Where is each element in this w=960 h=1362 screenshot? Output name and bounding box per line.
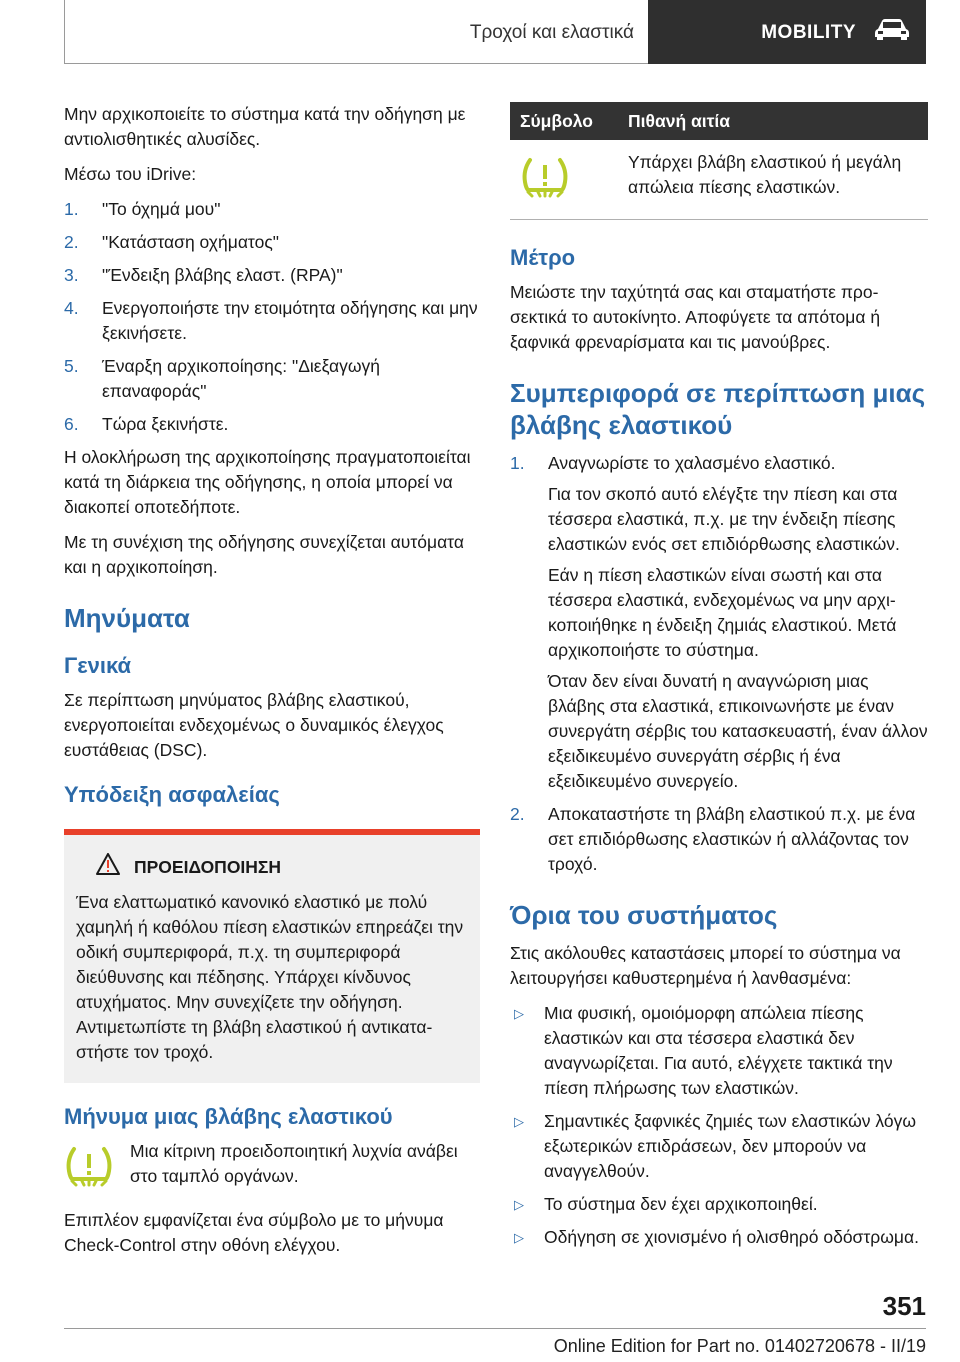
list-item: 6. Τώρα ξεκινήστε. [64, 414, 229, 434]
warning-text: Ένα ελαττωματικό κανονικό ελαστικό με πολύ χαμηλή ή καθόλου πίεση ελαστικών επηρεάζει την οδική συμπεριφορά, π.χ. τη συμπεριφορά διεύθυνσης και πέδησης. Υπάρχει κίνδυνος ατυχήματος. Μην συνεχίζετε την οδήγηση. Αντιμετωπίστε τη βλάβη ελαστικού ή αντικαταστήστε τον τροχό. [76, 892, 464, 1062]
cause-cell: Υπάρχει βλάβη ελαστικού ή μεγάλη απώλεια πίεσης ελαστικών. [618, 140, 928, 220]
limits-list [510, 1001, 928, 1250]
limits-paragraph: Στις ακόλουθες καταστάσεις μπορεί το σύστημα να λειτουργήσει καθυστερημένα ή λανθασμένα: [510, 943, 901, 988]
left-column [64, 102, 480, 1268]
tire-pressure-warning-icon [520, 182, 570, 202]
brand-tab[interactable] [648, 0, 926, 64]
car-icon [872, 17, 912, 48]
yellow-light-paragraph: Μια κίτρινη προειδοποιητική λυχνία ανάβει στο ταμπλό οργάνων. [130, 1141, 458, 1186]
behaviour-heading: Συμπεριφορά σε περίπτωση μιας βλάβης ελαστικού [510, 378, 926, 440]
messages-heading: Μηνύματα [64, 603, 190, 633]
warning-triangle-icon [96, 853, 120, 882]
list-item: ▷ Το σύστημα δεν έχει αρχικοποιηθεί. [510, 1192, 928, 1217]
step1-init-paragraph: Εάν η πίεση ελαστικών είναι σωστή και στα τέσσερα ελαστικά, ενδεχομένως να μην αρχικοποιήθηκε η ένδειξη ζημιάς ελαστικού. Μετά αρχικοποιήστε το σύστημα. [548, 565, 897, 660]
init-steps-list [64, 197, 480, 437]
measure-heading: Μέτρο [510, 245, 576, 270]
triangle-bullet-icon: ▷ [514, 1197, 524, 1212]
idrive-paragraph: Μέσω του iDrive: [64, 164, 197, 184]
chapter-title: Τροχοί και ελαστικά [469, 21, 634, 43]
page-number: 351 [882, 1291, 926, 1321]
intro-paragraph: Μην αρχικοποιείτε το σύστημα κατά την οδήγηση με αντιολισθητικές αλυσίδες. [64, 104, 466, 149]
step1-title: Αναγνωρίστε το χαλασμένο ελαστικό. [548, 453, 836, 473]
triangle-bullet-icon: ▷ [514, 1114, 524, 1129]
general-heading: Γενικά [64, 653, 132, 678]
fault-message-heading: Μήνυμα μιας βλάβης ελαστικού [64, 1104, 393, 1129]
list-item: 2. Αποκαταστήστε τη βλάβη ελαστικού π.χ. με ένα σετ επιδιόρθωσης ελαστικών ή αλλάζοντας τον τροχό. [510, 804, 916, 874]
list-item: ▷ Μια φυσική, ομοιόμορφη απώλεια πίεσης ελαστικών και στα τέσσερα ελαστικά δεν αναγνωρίζεται. Για αυτό, ελέγχετε τακτικά την πίεση πλήρωσης των ελαστικών. [510, 1001, 928, 1101]
cause-column-header: Πιθανή αιτία [618, 102, 928, 140]
symbol-column-header: Σύμβολο [510, 102, 618, 140]
triangle-bullet-icon: ▷ [514, 1230, 524, 1245]
warning-header [96, 853, 466, 882]
step1-check-paragraph: Για τον σκοπό αυτό ελέγξτε την πίεση και στα τέσσερα ελαστικά, π.χ. με την ένδειξη πίεσης ελαστικών ενός σετ επιδιόρθωσης ελαστικών. [548, 484, 900, 554]
general-paragraph: Σε περίπτωση μηνύματος βλάβης ελαστικού, ενεργοποιείται ενδεχομένως ο δυναμικός έλεγχος ευστάθειας (DSC). [64, 690, 444, 760]
limits-heading: Όρια του συστήματος [510, 900, 778, 930]
behaviour-steps-list [510, 451, 928, 877]
indicator-row [64, 1139, 480, 1194]
warning-box [64, 829, 480, 1083]
symbol-cell [510, 140, 618, 220]
safety-heading: Υπόδειξη ασφαλείας [64, 782, 280, 807]
tire-pressure-warning-icon [64, 1145, 114, 1194]
table-header-row [510, 102, 928, 140]
brand-label: MOBILITY [761, 21, 856, 43]
list-item: 1. "Το όχημά μου" [64, 199, 221, 219]
list-item: 2. "Κατάσταση οχήματος" [64, 232, 279, 252]
list-item: 3. "Ένδειξη βλάβης ελαστ. (RPA)" [64, 265, 343, 285]
list-item: 5. Έναρξη αρχικοποίησης: "Διεξαγωγή επαναφοράς" [64, 356, 380, 401]
list-item: 4. Ενεργοποιήστε την ετοιμότητα οδήγησης και μην ξεκινήσετε. [64, 298, 478, 343]
table-row [510, 140, 928, 220]
triangle-bullet-icon: ▷ [514, 1006, 524, 1021]
measure-paragraph: Μειώστε την ταχύτητά σας και σταματήστε προσεκτικά το αυτοκίνητο. Αποφύγετε τα απότομα ή ξαφνικά φρεναρίσματα και τις μανούβρες. [510, 282, 881, 352]
edition-footer: Online Edition for Part no. 01402720678 - II/19 [553, 1336, 926, 1356]
list-item: ▷ Σημαντικές ξαφνικές ζημιές των ελαστικών λόγω εξωτερικών επιδράσεων, δεν μπορούν να αναγγελθούν. [510, 1109, 928, 1184]
right-column [510, 102, 928, 1258]
step1-service-paragraph: Όταν δεν είναι δυνατή η αναγνώριση μιας βλάβης στα ελαστικά, επικοινωνήστε με έναν συνεργάτη σέρβις του κατασκευαστή, έναν άλλον εξειδικευμένο συνεργάτη σέρβις ή ένα εξειδικευμένο συνεργείο. [548, 671, 928, 791]
list-item: ▷ Οδήγηση σε χιονισμένο ή ολισθηρό οδόστρωμα. [510, 1225, 928, 1250]
symbol-table [510, 102, 928, 220]
warning-title: ΠΡΟΕΙΔΟΠΟΙΗΣΗ [134, 857, 282, 877]
continue-paragraph: Με τη συνέχιση της οδήγησης συνεχίζεται αυτόματα και η αρχικοποίηση. [64, 532, 464, 577]
footer-divider [64, 1328, 926, 1329]
completion-paragraph: Η ολοκλήρωση της αρχικοποίησης πραγματοποιείται κατά τη διάρκεια της οδήγησης, η οποία μπορεί να διακοπεί οποτεδήποτε. [64, 447, 471, 517]
symbol-paragraph: Επιπλέον εμφανίζεται ένα σύμβολο με το μήνυμα Check-Control στην οθόνη ελέγχου. [64, 1210, 444, 1255]
list-item: 1. Αναγνωρίστε το χαλασμένο ελαστικό. Για τον σκοπό αυτό ελέγξτε την πίεση και στα τέσσερα ελαστικά, π.χ. με την ένδειξη πίεσης ελαστικών ενός σετ επιδιόρθωσης ελαστικών. Εάν η πίεση ελαστικών είναι σωστή και στα τέσσερα ελαστικά, ενδεχομένως να μην αρχικοποιήθηκε η ένδειξη ζημιάς ελαστικού. Μετά αρχικοποιήστε το σύστημα. Όταν δεν είναι δυνατή η αναγνώριση μιας βλάβης στα ελαστικά, επικοινωνήστε με έναν συνεργάτη σέρβις του κατασκευαστή, έναν άλλον εξειδικευμένο συνεργάτη σέρβις ή ένα εξειδικευμένο συνεργείο. [510, 451, 928, 794]
